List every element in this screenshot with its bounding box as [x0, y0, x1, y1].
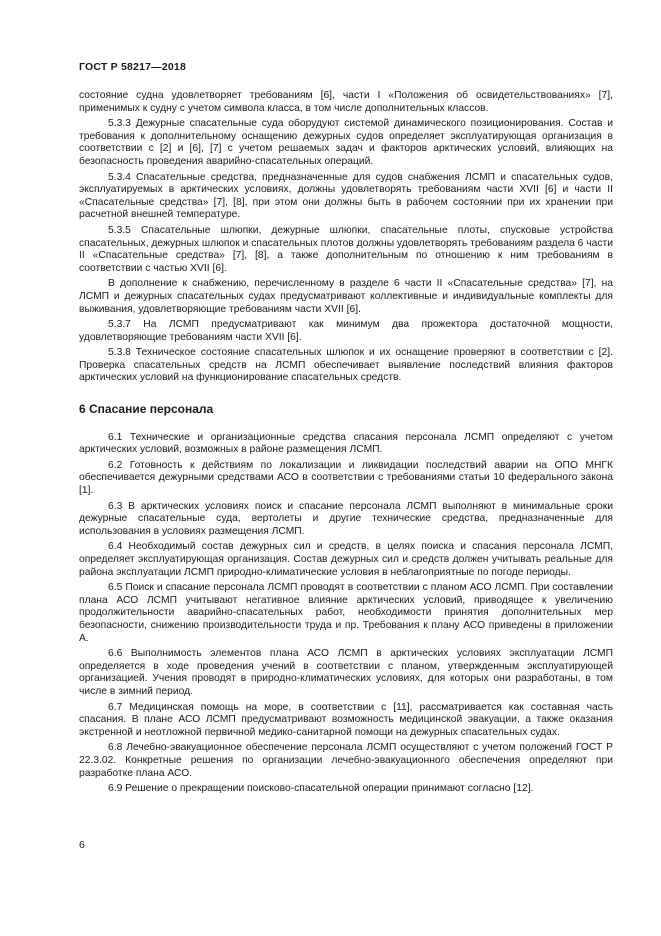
paragraph-6-6: 6.6 Выполнимость элементов плана АСО ЛСМП в арктических условиях эксплуатации ЛСМП определяется в ходе проведения учений в соответствии с планом, утвержденным эксплуатирующей организацией. Учения проводят в природно-климатических условиях, для которых они разработаны, в том числе в зимний период. [79, 648, 613, 697]
paragraph-6-5: 6.5 Поиск и спасание персонала ЛСМП проводят в соответствии с планом АСО ЛСМП. При составлении плана АСО ЛСМП учитывают негативное влияние арктических условий, приводящее к увеличению продолжительности аварийно-спасательных работ, необходимости принятия дополнительных мер безопасности, снижению производительности труда и пр. Требования к плану АСО приведены в приложении А. [79, 582, 613, 644]
paragraph-6-1: 6.1 Технические и организационные средства спасания персонала ЛСМП определяют с учетом арктических условий, возможных в районе размещения ЛСМП. [79, 431, 613, 456]
paragraph-6-8: 6.8 Лечебно-эвакуационное обеспечение персонала ЛСМП осуществляют с учетом положений ГОСТ Р 22.3.02. Конкретные решения по организации лечебно-эвакуационного обеспечения определяют при разработке плана АСО. [79, 742, 613, 779]
paragraph-5-3-7: 5.3.7 На ЛСМП предусматривают как минимум два прожектора достаточной мощности, удовлетворяющие требованиям части XVII [6]. [79, 319, 613, 343]
section-title: 6 Спасание персонала [79, 402, 214, 417]
paragraph-5-3-6: В дополнение к снабжению, перечисленному в разделе 6 части II «Спасательные средства» [7], на ЛСМП и дежурных спасательных судах предусматривают коллективные и индивидуальные комплекты для выживания, удовлетворяющие требованиям части XVII [6]. [79, 278, 613, 315]
document-body [79, 90, 613, 799]
paragraph-6-2: 6.2 Готовность к действиям по локализации и ликвидации последствий аварии на ОПО МНГК обеспечивается дежурными средствами АСО в соответствии с требованиями статьи 10 федерального закона [1]. [79, 459, 613, 497]
paragraph-5-3-4: 5.3.4 Спасательные средства, предназначенные для судов снабжения ЛСМП и спасательных судов, эксплуатируемых в арктических условиях, должны удовлетворять требованиям части XVII [6] и части II «Спасательные средства» [7], [8], при этом они должны быть в рабочем состоянии при их хранении при расчетной внешней температуре. [79, 171, 613, 221]
paragraph-5-3-3: 5.3.3 Дежурные спасательные суда оборудуют системой динамического позиционирования. Состав и требования к дополнительному оснащению дежурных судов определяет эксплуатирующая организация в соответствии с [2] и [6], [7] с учетом решаемых задач и факторов арктических условий, влияющих на безопасность проведения аварийно-спасательных операций. [79, 118, 613, 167]
document-code-header: ГОСТ Р 58217—2018 [79, 61, 187, 73]
paragraph-6-3: 6.3 В арктических условиях поиск и спасание персонала ЛСМП выполняют в минимальные сроки дежурные спасательные суда, вертолеты и другие технические средства, предназначенные для использования в условиях размещения ЛСМП. [79, 500, 613, 537]
paragraph-6-9: 6.9 Решение о прекращении поисково-спасательной операции принимают согласно [12]. [108, 783, 534, 795]
paragraph-6-4: 6.4 Необходимый состав дежурных сил и средств, в целях поиска и спасания персонала ЛСМП, определяет эксплуатирующая организация. Состав дежурных сил и средств должен учитывать реальные для района эксплуатации ЛСМП природно-климатические условия в неблагоприятные по погоде периоды. [79, 541, 613, 578]
paragraph-5-3-8: 5.3.8 Техническое состояние спасательных шлюпок и их оснащение проверяют в соответствии с [2]. Проверка спасательных средств на ЛСМП обеспечивает выявление последствий влияния факторов арктических условий на функционирование спасательных средств. [79, 347, 613, 384]
paragraph-5-3-5: 5.3.5 Спасательные шлюпки, дежурные шлюпки, спасательные плоты, спусковые устройства спасательных, дежурных шлюпок и спасательных плотов должны удовлетворять требованиям раздела 6 части II «Спасательные средства» [7], [8], а также дополнительным по отношению к ним требованиям в соответствии с частью XVII [6]. [79, 224, 613, 274]
page-number: 6 [79, 839, 85, 851]
paragraph-continuation: состояние судна удовлетворяет требованиям [6], части I «Положения об освидетельствованиях» [7], применимых к судну с учетом символа класса, в том числе дополнительных классов. [79, 90, 613, 114]
paragraph-6-7: 6.7 Медицинская помощь на море, в соответствии с [11], рассматривается как составная часть спасания. В плане АСО ЛСМП предусматривают возможность медицинской эвакуации, а также оказания экстренной и неотложной первичной медико-санитарной помощи на дежурных спасательных судах. [79, 701, 613, 738]
